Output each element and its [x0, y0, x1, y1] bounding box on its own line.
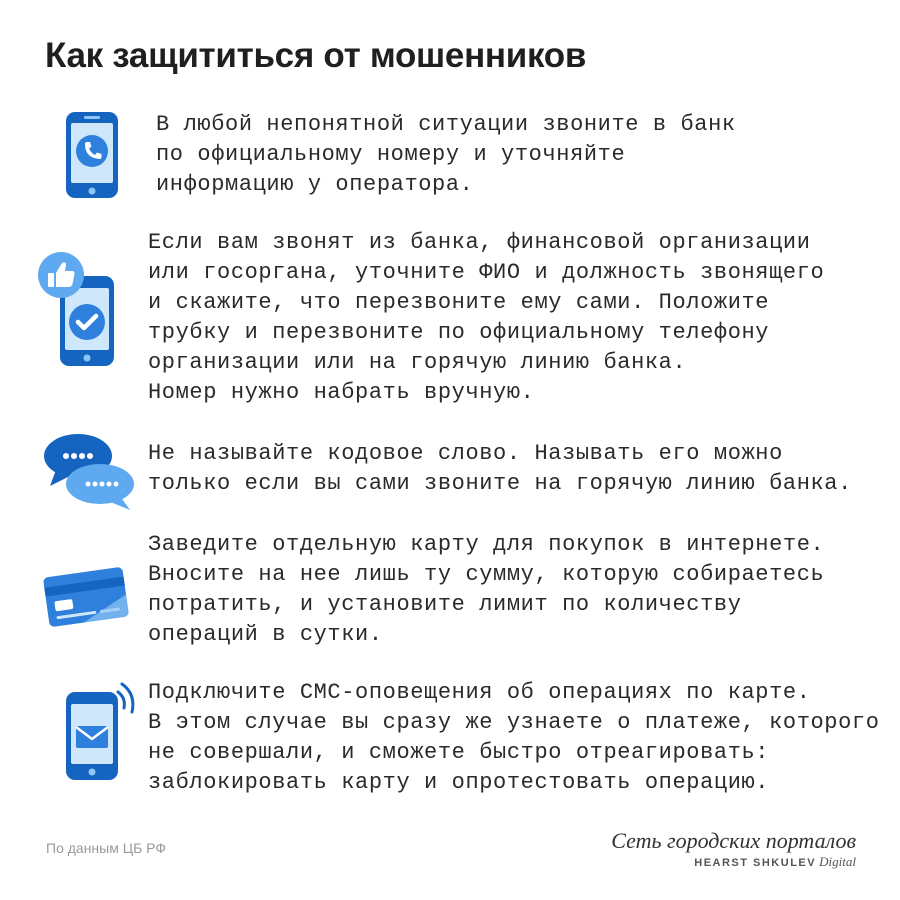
source-note: По данным ЦБ РФ — [46, 840, 166, 856]
phone-check-like-icon — [36, 250, 122, 370]
logo-title: Сеть городских порталов — [611, 828, 856, 853]
tip-item: Заведите отдельную карту для покупок в интернете. Вносите на нее лишь ту сумму, которую собираетесь потратить, и установите лимит по количеству операций в сутки. — [148, 532, 825, 647]
logo-subtitle — [611, 854, 856, 870]
tip-item: Не называйте кодовое слово. Называть его можно только если вы сами звоните на горячую линию банка. — [148, 441, 852, 496]
tip-item: Подключите СМС-оповещения об операциях по карте. В этом случае вы сразу же узнаете о платеже, которого не совершали, и сможете быстро отреагировать: заблокировать карту и опротестовать операцию. — [148, 680, 880, 795]
bank-card-icon — [40, 560, 132, 634]
phone-sms-icon — [62, 682, 136, 784]
logo-caps: HEARST SHKULEV — [694, 857, 817, 869]
logo-digital: Digital — [819, 854, 856, 869]
phone-call-icon — [64, 110, 120, 200]
publisher-logo — [611, 828, 856, 870]
tip-item: Если вам звонят из банка, финансовой организации или госоргана, уточните ФИО и должность звонящего и скажите, что перезвоните ему сами. Положите трубку и перезвоните по официальному телефону организации или на горячую линию банка. Номер нужно набрать вручную. — [148, 230, 825, 405]
page-title: Как защититься от мошенников — [45, 36, 587, 75]
chat-bubbles-icon — [42, 432, 138, 512]
tip-item: В любой непонятной ситуации звоните в банк по официальному номеру и уточняйте информацию у оператора. — [156, 112, 736, 197]
